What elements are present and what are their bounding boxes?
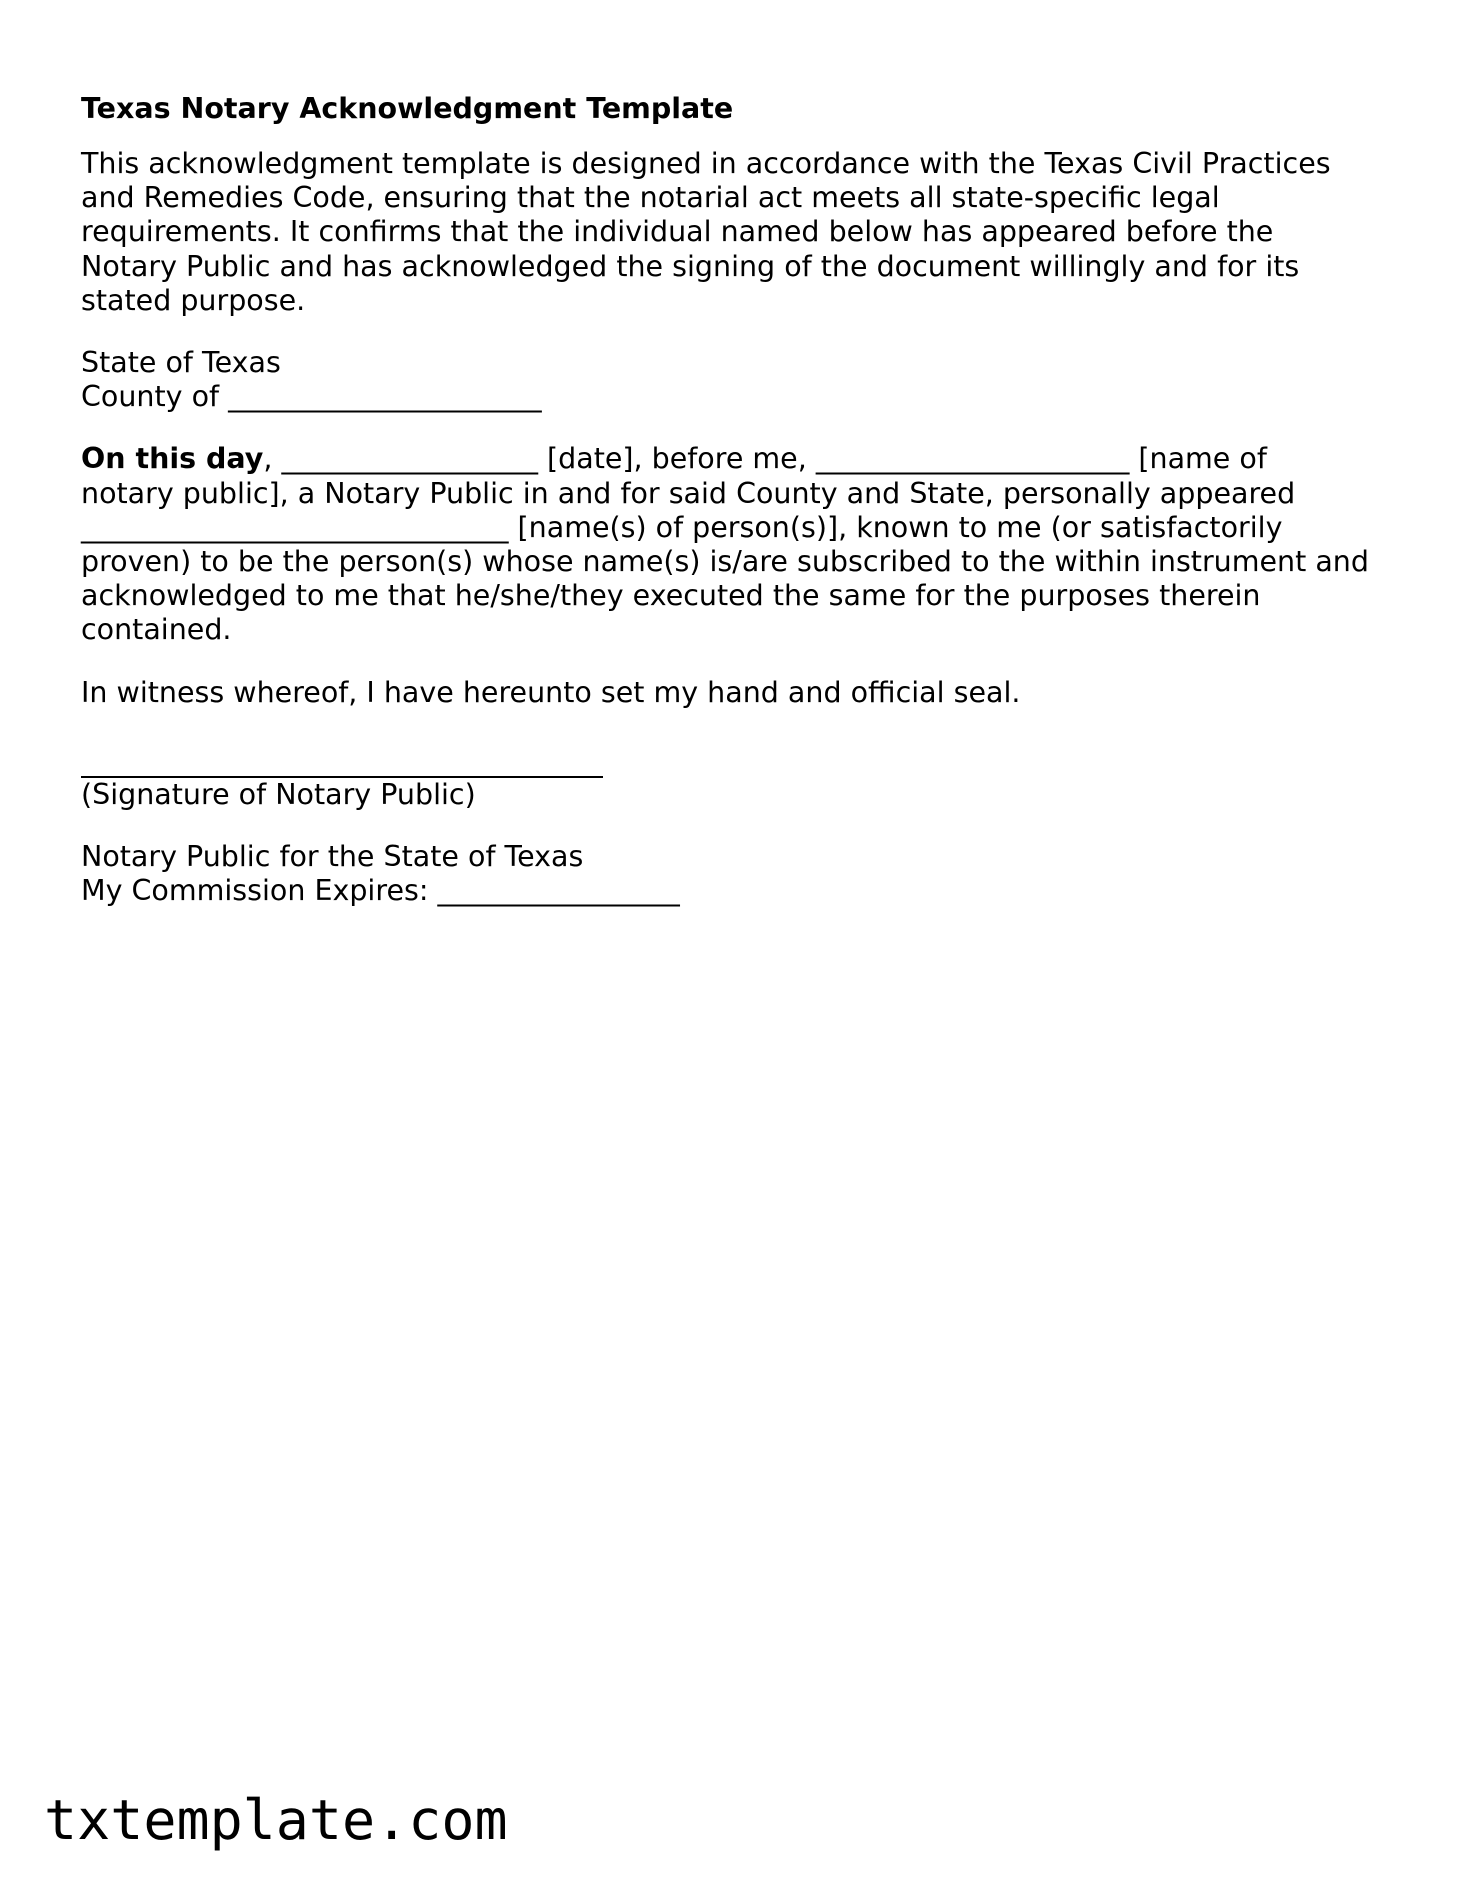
venue-block bbox=[81, 346, 1411, 414]
acknowledgment-line: acknowledged to me that he/she/they executed the same for the purposes therein bbox=[81, 579, 1261, 613]
intro-line: stated purpose. bbox=[81, 283, 306, 317]
acknowledgment-paragraph bbox=[81, 442, 1411, 647]
notary-title: Notary Public for the State of Texas bbox=[81, 840, 584, 874]
signature-caption: (Signature of Notary Public) bbox=[81, 777, 476, 811]
acknowledgment-line bbox=[81, 442, 1411, 476]
document-title: Texas Notary Acknowledgment Template bbox=[81, 92, 734, 125]
acknowledgment-line: notary public], a Notary Public in and for said County and State, personally appeared bbox=[81, 476, 1296, 510]
witness-text: In witness whereof, I have hereunto set my hand and official seal. bbox=[81, 675, 1021, 709]
venue-county: County of ______________________ bbox=[81, 380, 542, 414]
signature-block bbox=[81, 738, 1411, 812]
signature-line bbox=[81, 738, 603, 778]
notary-block bbox=[81, 840, 1411, 908]
intro-line: This acknowledgment template is designed in accordance with the Texas Civil Practices bbox=[81, 147, 1331, 180]
intro-line: and Remedies Code, ensuring that the notarial act meets all state-specific legal bbox=[81, 181, 1220, 215]
venue-state: State of Texas bbox=[81, 346, 281, 380]
acknowledgment-line: proven) to be the person(s) whose name(s) is/are subscribed to the within instrument and bbox=[81, 545, 1369, 579]
intro-line: requirements. It confirms that the individual named below has appeared before the bbox=[81, 215, 1274, 249]
site-watermark: txtemplate.com bbox=[44, 1788, 508, 1852]
intro-line: Notary Public and has acknowledged the signing of the document willingly and for its bbox=[81, 249, 1300, 283]
acknowledgment-lead: On this day bbox=[81, 442, 264, 476]
document-page bbox=[81, 92, 1411, 936]
acknowledgment-line-rest: , __________________ [date], before me, ______________________ [name of bbox=[263, 442, 1267, 476]
acknowledgment-line: ______________________________ [name(s) of person(s)], known to me (or satisfactorily bbox=[81, 510, 1283, 544]
commission-expires: My Commission Expires: _________________ bbox=[81, 874, 680, 908]
witness-statement bbox=[81, 676, 1411, 710]
acknowledgment-line: contained. bbox=[81, 613, 232, 647]
intro-paragraph bbox=[81, 147, 1411, 318]
